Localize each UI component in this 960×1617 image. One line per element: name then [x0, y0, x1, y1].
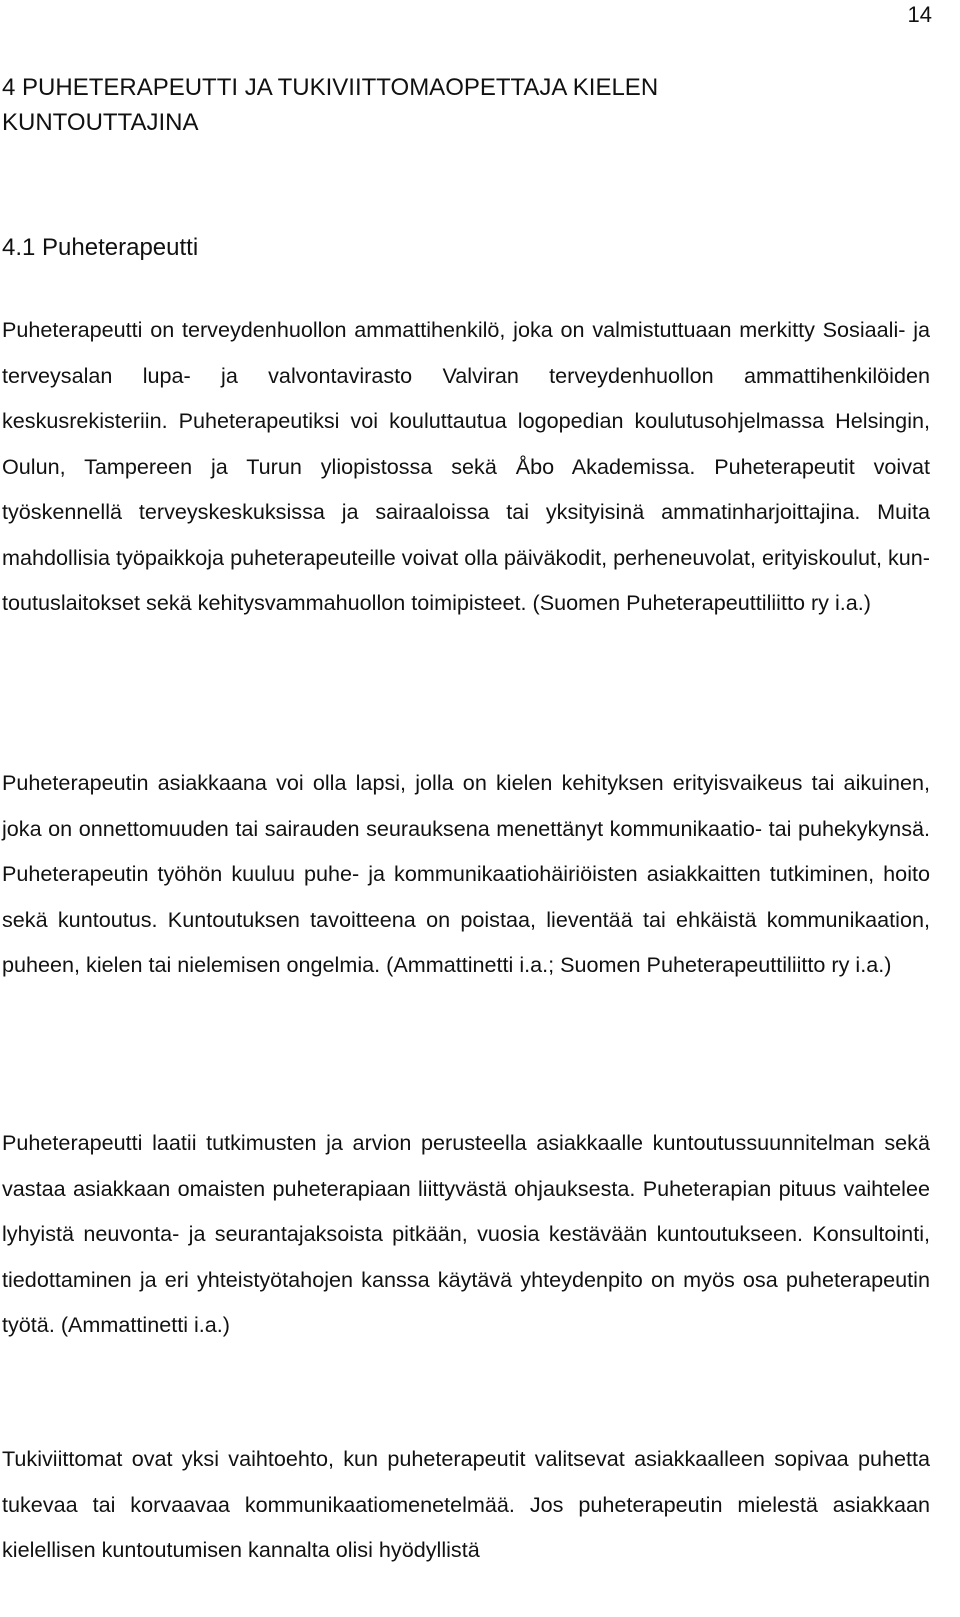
- chapter-heading: 4 PUHETERAPEUTTI JA TUKIVIITTOMAOPETTAJA KIELEN KUNTOUTTAJINA: [2, 74, 659, 136]
- paragraph: Tukiviittomat ovat yksi vaihtoehto, kun puheterapeutit valitsevat asiakkaalleen sopivaa puhetta tukevaa tai korvaavaa kommunikaatiomenetelmää. Jos puheterapeutin mielestä asiakkaan kielellisen kuntoutumisen kannalta olisi hyödyllistä: [2, 1446, 930, 1562]
- section-heading: 4.1 Puheterapeutti: [2, 234, 199, 261]
- paragraph: Puheterapeutti on terveydenhuollon ammattihenkilö, joka on valmistuttuaan merkitty Sosiaali- ja terveysalan lupa- ja valvontavirasto Valviran terveydenhuollon ammattihenkilöiden keskusrekisteriin. Puheterapeutiksi voi kouluttautua logopedian koulutusohjelmassa Helsingin, Oulun, Tampereen ja Turun yliopistossa sekä Åbo Akademissa. Puheterapeutit voivat työskennellä terveyskeskuksissa ja sairaaloissa tai yksityisinä ammatinharjoittajina. Muita mahdollisia työpaikkoja puheterapeuteille voivat olla päiväkodit, perheneuvolat, erityiskoulut, kuntoutuslaitokset sekä kehitysvammahuollon toimipisteet. (Suomen Puheterapeuttiliitto ry i.a.): [2, 317, 930, 615]
- paragraph: Puheterapeutin asiakkaana voi olla lapsi, jolla on kielen kehityksen erityisvaikeus tai aikuinen, joka on onnettomuuden tai sairauden seurauksena menettänyt kommunikaatio- tai puhekykynsä. Puheterapeutin työhön kuuluu puhe- ja kommunikaatiohäiriöisten asiakkaitten tutkiminen, hoito sekä kuntoutus. Kuntoutuksen tavoitteena on poistaa, lieventää tai ehkäistä kommunikaation, puheen, kielen tai nielemisen ongelmia. (Ammattinetti i.a.; Suomen Puheterapeuttiliitto ry i.a.): [2, 770, 930, 977]
- page-number: 14: [907, 2, 932, 27]
- paragraph: Puheterapeutti laatii tutkimusten ja arvion perusteella asiakkaalle kuntoutussuunnitelman sekä vastaa asiakkaan omaisten puheterapiaan liittyvästä ohjauksesta. Puheterapian pituus vaihtelee lyhyistä neuvonta- ja seurantajaksoista pitkään, vuosia kestävään kuntoutukseen. Konsultointi, tiedottaminen ja eri yhteistyötahojen kanssa käytävä yhteydenpito on myös osa puheterapeutin työtä. (Ammattinetti i.a.): [2, 1130, 930, 1337]
